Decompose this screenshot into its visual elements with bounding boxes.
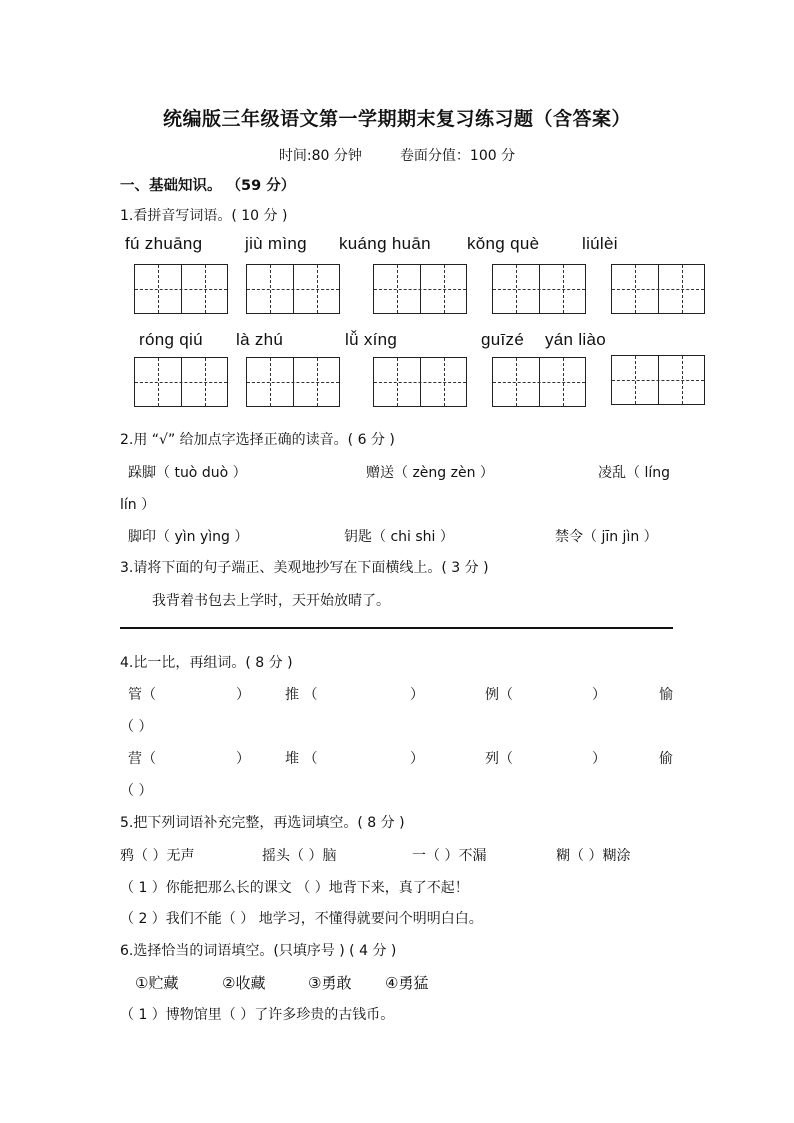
writing-grid[interactable] — [492, 264, 586, 314]
q3-sentence: 我背着书包去上学时，天开始放晴了。 — [152, 593, 390, 609]
pinyin-2-5: yán liào — [545, 330, 606, 349]
q4-word: 堆 （ — [285, 751, 318, 767]
writing-grid[interactable] — [373, 264, 467, 314]
q5-sentence: （ 1 ）你能把那么长的课文 （ ）地背下来，真了不起！ — [120, 880, 469, 896]
q6-option: ②收藏 — [222, 974, 266, 992]
q5-sentence: （ 2 ）我们不能（ ） 地学习，不懂得就要问个明明白白。 — [120, 911, 483, 927]
q2-item — [128, 462, 247, 482]
writing-grid[interactable] — [492, 357, 586, 407]
q4-word: 例（ — [485, 687, 513, 703]
writing-grid[interactable] — [611, 264, 705, 314]
page-title: 统编版三年级语文第一学期期末复习练习题（含答案） — [162, 108, 631, 130]
q4-paren: （ ） — [120, 783, 153, 799]
q4-word: 列（ — [485, 751, 513, 767]
pinyin-1-1: fú zhuāng — [125, 234, 203, 253]
pinyin-2-3: lǚ xíng — [345, 330, 398, 349]
q2-item: 脚印（ yìn yìng ） — [128, 529, 249, 545]
q4-paren: ） — [236, 751, 250, 767]
q4-word: 营（ — [128, 751, 156, 767]
q6-option: ①贮藏 — [135, 974, 179, 992]
q4-word: 推 （ — [285, 687, 318, 703]
pinyin-1-2: jiù mìng — [245, 234, 307, 253]
pinyin-1-5: liúlèi — [582, 234, 618, 253]
q5-word: 糊（ ）糊涂 — [556, 848, 631, 864]
q4-paren: ） — [592, 687, 606, 703]
q1-label: 1.看拼音写词语。( 10 分 ) — [120, 208, 288, 224]
q4-paren: （ ） — [120, 719, 153, 735]
pinyin-1-4: kǒng què — [467, 234, 540, 253]
q5-word: 鸦（ ）无声 — [120, 848, 195, 864]
q5-label: 5.把下列词语补充完整，再选词填空。( 8 分 ) — [120, 815, 405, 831]
q4-paren: ） — [236, 687, 250, 703]
q2-item-text: 跺脚（ tuò duò ） — [128, 465, 247, 481]
exam-info — [0, 145, 794, 165]
q3-label: 3.请将下面的句子端正、美观地抄写在下面横线上。( 3 分 ) — [120, 560, 489, 576]
q4-paren: ） — [410, 751, 424, 767]
exam-time: 时间:80 分钟 — [278, 148, 362, 164]
pinyin-2-1: róng qiú — [139, 330, 203, 349]
copy-line[interactable] — [120, 627, 673, 629]
q2-item: 凌乱（ líng — [598, 465, 670, 481]
writing-grid[interactable] — [134, 357, 228, 407]
q6-label: 6.选择恰当的词语填空。(只填序号 ) ( 4 分 ) — [120, 943, 397, 959]
pinyin-2-4: guīzé — [481, 330, 525, 349]
q5-word: 摇头（ ）脑 — [262, 848, 337, 864]
q6-sentence: （ 1 ）博物馆里（ ）了许多珍贵的古钱币。 — [120, 1007, 395, 1023]
writing-grid[interactable] — [373, 357, 467, 407]
q4-paren: ） — [592, 751, 606, 767]
writing-grid[interactable] — [134, 264, 228, 314]
exam-score: 卷面分值：100 分 — [399, 148, 516, 164]
q4-word: 管（ — [128, 687, 156, 703]
q2-item: lín ） — [120, 497, 156, 513]
writing-grid[interactable] — [246, 357, 340, 407]
q2-item: 赠送（ zèng zèn ） — [366, 465, 494, 481]
writing-grid[interactable] — [246, 264, 340, 314]
q6-option: ④勇猛 — [385, 974, 429, 992]
q2-item: 禁令（ jīn jìn ） — [555, 529, 658, 545]
q2-item: 钥匙（ chi shi ） — [344, 529, 454, 545]
q4-word: 愉 — [659, 687, 673, 703]
q5-word: 一（ ）不漏 — [412, 848, 487, 864]
q2-label: 2.用 “√” 给加点字选择正确的读音。( 6 分 ) — [120, 432, 395, 448]
pinyin-2-2: là zhú — [236, 330, 284, 349]
q6-option: ③勇敢 — [308, 974, 352, 992]
q4-paren: ） — [410, 687, 424, 703]
section-1-heading: 一、基础知识。 （59 分） — [120, 178, 296, 194]
writing-grid[interactable] — [611, 355, 705, 405]
q4-label: 4.比一比，再组词。( 8 分 ) — [120, 655, 293, 671]
pinyin-1-3: kuáng huān — [339, 234, 431, 253]
q4-word: 偷 — [659, 751, 673, 767]
